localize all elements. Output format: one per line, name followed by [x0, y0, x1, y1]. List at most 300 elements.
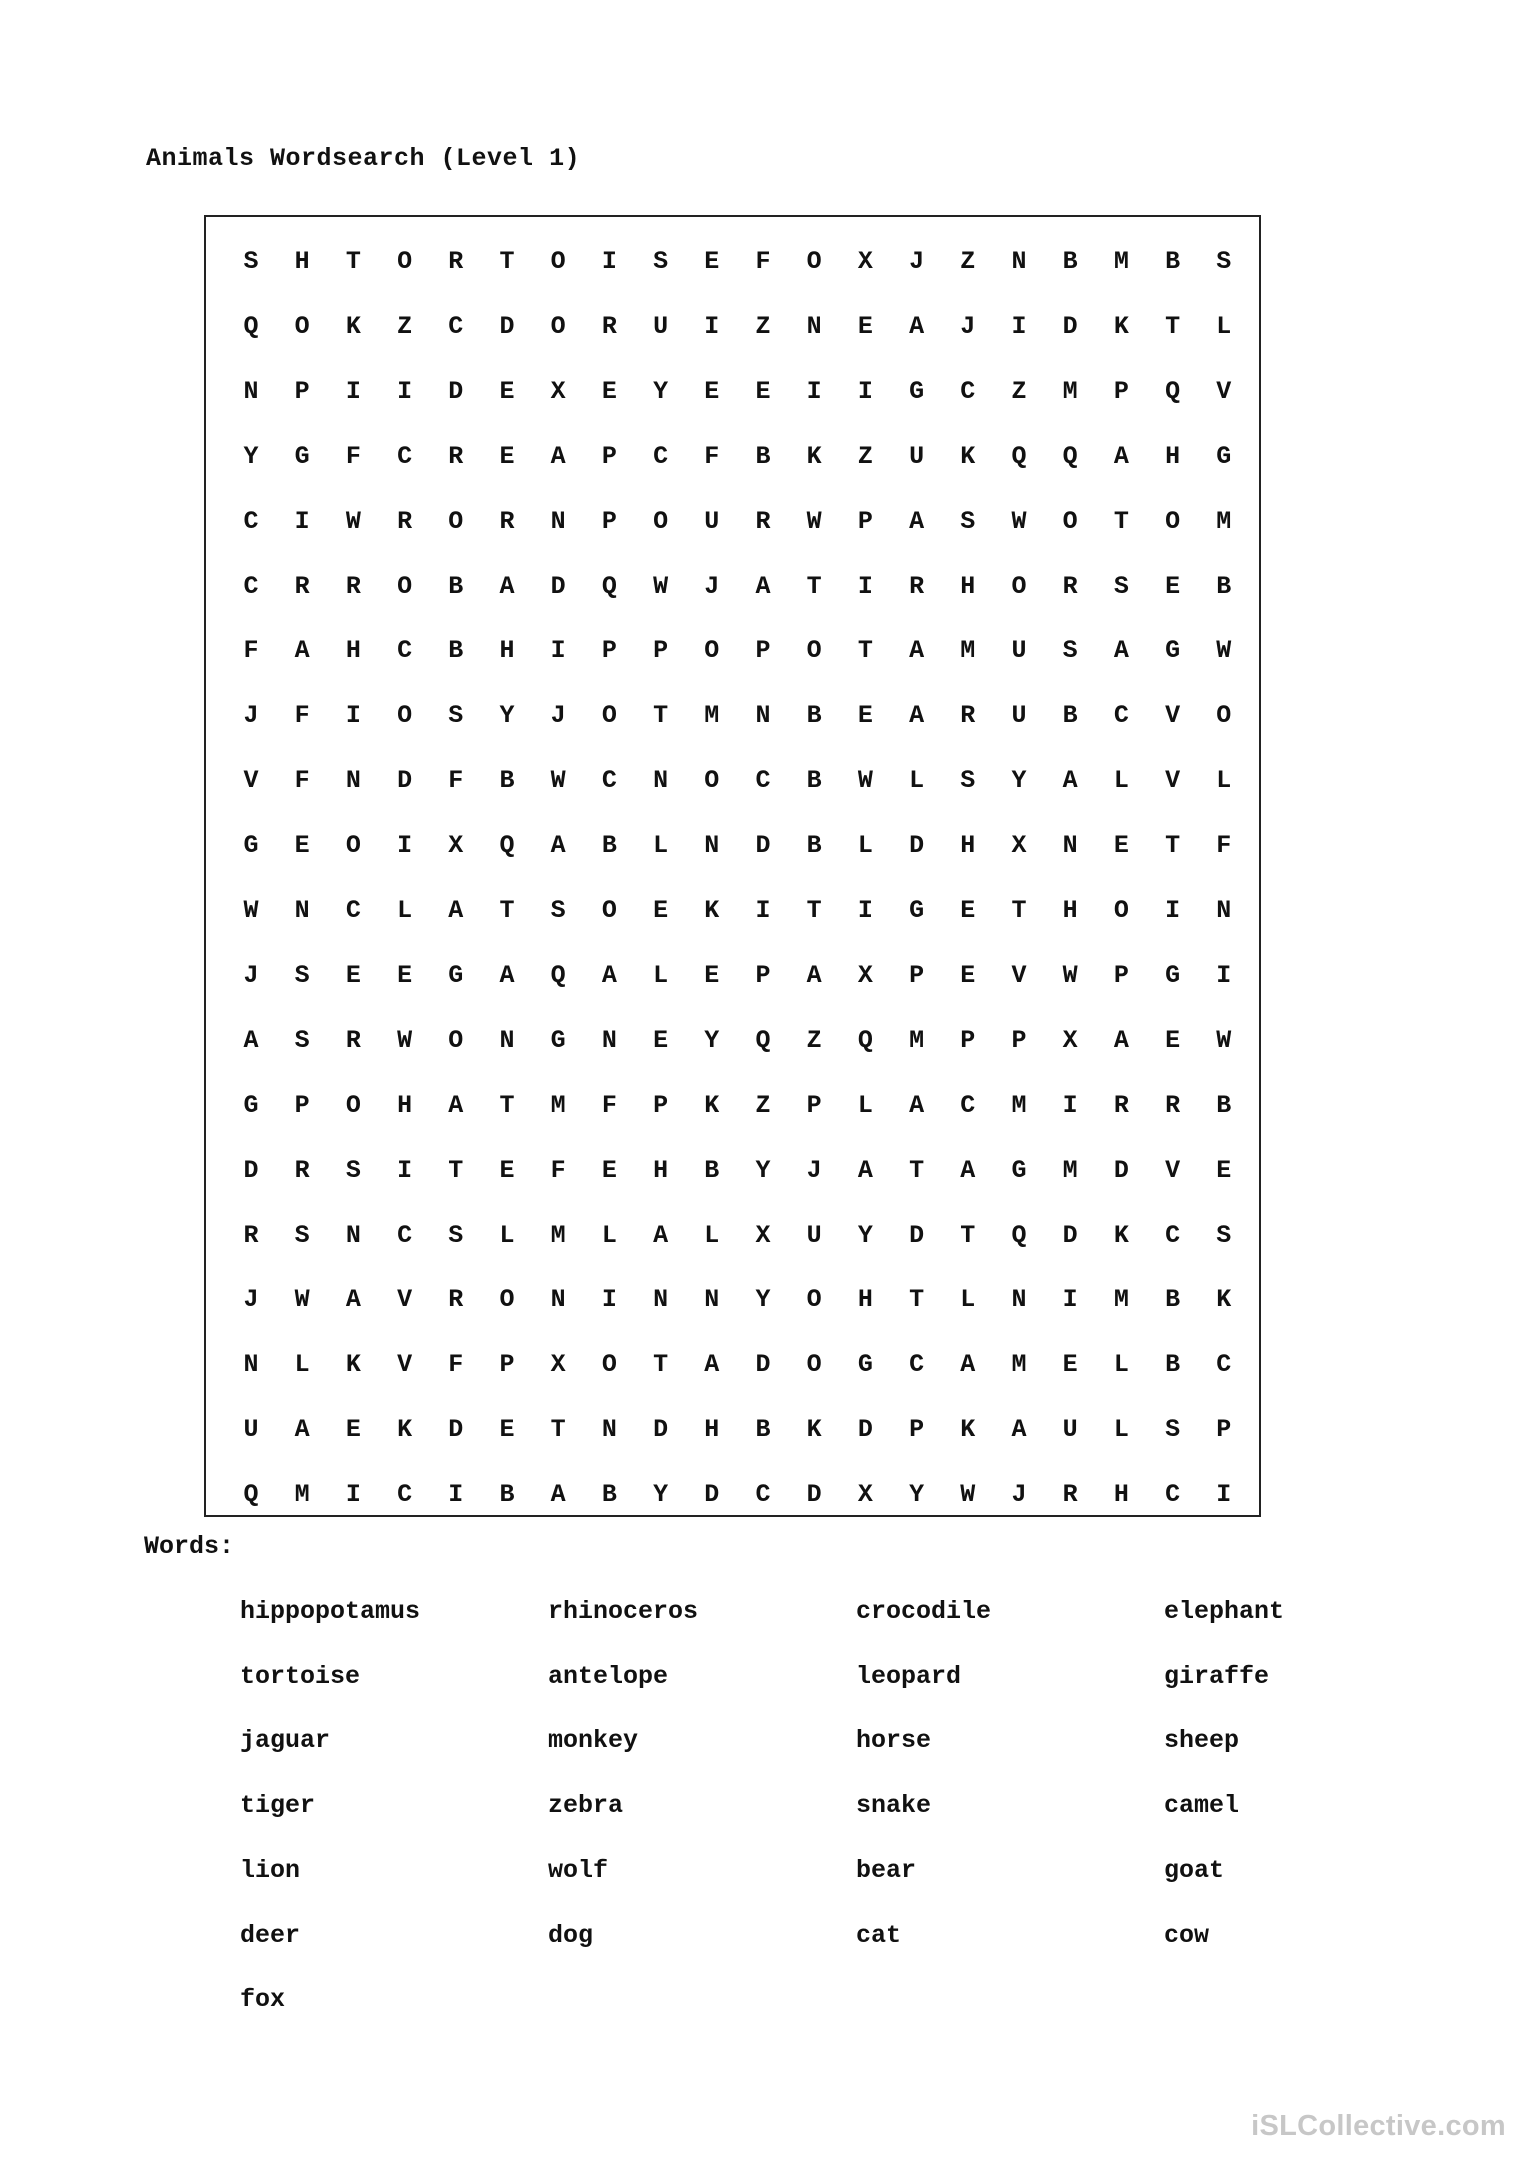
grid-letter[interactable]: F [1216, 831, 1232, 861]
grid-letter[interactable]: F [550, 1155, 566, 1185]
grid-letter[interactable]: C [448, 311, 464, 341]
grid-letter[interactable]: I [397, 376, 413, 406]
grid-letter[interactable]: I [857, 571, 873, 601]
grid-letter[interactable]: L [499, 1220, 515, 1250]
grid-letter[interactable]: E [653, 896, 669, 925]
grid-letter[interactable]: J [704, 571, 720, 601]
grid-letter[interactable]: T [499, 896, 515, 925]
grid-letter[interactable]: C [960, 1090, 976, 1120]
grid-letter[interactable]: Y [243, 441, 259, 471]
grid-letter[interactable]: B [448, 636, 464, 666]
grid-letter[interactable]: W [1216, 1025, 1232, 1055]
grid-letter[interactable]: A [601, 960, 617, 990]
grid-letter[interactable]: G [1216, 441, 1232, 471]
grid-letter[interactable]: G [1011, 1155, 1027, 1185]
grid-letter[interactable]: A [448, 896, 464, 925]
grid-letter[interactable]: P [653, 636, 669, 666]
grid-letter[interactable]: N [704, 831, 720, 861]
grid-letter[interactable]: B [499, 766, 515, 796]
grid-letter[interactable]: I [397, 1155, 413, 1185]
grid-letter[interactable]: B [601, 1480, 617, 1510]
grid-letter[interactable]: E [1165, 1025, 1181, 1055]
grid-letter[interactable]: R [243, 1220, 259, 1250]
grid-letter[interactable]: O [294, 311, 310, 341]
grid-letter[interactable]: S [243, 247, 259, 276]
grid-letter[interactable]: K [704, 896, 720, 925]
grid-letter[interactable]: B [806, 701, 822, 731]
grid-letter[interactable]: A [960, 1350, 976, 1380]
grid-letter[interactable]: V [397, 1350, 413, 1380]
grid-letter[interactable]: E [1165, 571, 1181, 601]
grid-letter[interactable]: A [909, 636, 925, 666]
grid-letter[interactable]: O [1216, 701, 1232, 731]
grid-letter[interactable]: E [601, 1155, 617, 1185]
grid-letter[interactable]: C [1216, 1350, 1232, 1380]
grid-letter[interactable]: U [243, 1415, 259, 1445]
grid-letter[interactable]: I [1216, 960, 1232, 990]
grid-letter[interactable]: J [243, 960, 259, 990]
grid-letter[interactable]: D [243, 1155, 259, 1185]
grid-letter[interactable]: Q [243, 1480, 259, 1510]
grid-letter[interactable]: X [448, 831, 464, 861]
grid-letter[interactable]: M [294, 1480, 310, 1510]
grid-letter[interactable]: R [345, 571, 361, 601]
grid-letter[interactable]: C [653, 441, 669, 471]
grid-letter[interactable]: N [601, 1415, 617, 1445]
grid-letter[interactable]: H [1165, 441, 1181, 471]
grid-letter[interactable]: P [1011, 1025, 1027, 1055]
grid-letter[interactable]: P [909, 1415, 925, 1445]
grid-letter[interactable]: H [294, 247, 310, 276]
grid-letter[interactable]: V [1165, 701, 1181, 731]
grid-letter[interactable]: O [601, 701, 617, 731]
grid-letter[interactable]: H [1062, 896, 1078, 925]
grid-letter[interactable]: R [345, 1025, 361, 1055]
grid-letter[interactable]: N [294, 896, 310, 925]
grid-letter[interactable]: Q [1062, 441, 1078, 471]
grid-letter[interactable]: M [1216, 506, 1232, 536]
grid-letter[interactable]: K [704, 1090, 720, 1120]
grid-letter[interactable]: L [653, 831, 669, 861]
grid-letter[interactable]: A [704, 1350, 720, 1380]
grid-letter[interactable]: E [653, 1025, 669, 1055]
grid-letter[interactable]: K [1113, 311, 1129, 341]
grid-letter[interactable]: W [1011, 506, 1027, 536]
grid-letter[interactable]: D [448, 1415, 464, 1445]
grid-letter[interactable]: W [550, 766, 566, 796]
grid-letter[interactable]: U [1062, 1415, 1078, 1445]
grid-letter[interactable]: N [601, 1025, 617, 1055]
grid-letter[interactable]: E [601, 376, 617, 406]
grid-letter[interactable]: Z [960, 247, 976, 276]
grid-letter[interactable]: E [704, 960, 720, 990]
grid-letter[interactable]: H [1113, 1480, 1129, 1510]
grid-letter[interactable]: I [1062, 1285, 1078, 1315]
grid-letter[interactable]: Y [857, 1220, 873, 1250]
grid-letter[interactable]: O [345, 831, 361, 861]
grid-letter[interactable]: O [806, 1285, 822, 1315]
grid-letter[interactable]: A [1113, 636, 1129, 666]
grid-letter[interactable]: K [1216, 1285, 1232, 1315]
grid-letter[interactable]: Z [755, 1090, 771, 1120]
grid-letter[interactable]: I [345, 1480, 361, 1510]
grid-letter[interactable]: V [243, 766, 259, 796]
grid-letter[interactable]: U [806, 1220, 822, 1250]
grid-letter[interactable]: X [1011, 831, 1027, 861]
grid-letter[interactable]: S [448, 701, 464, 731]
grid-letter[interactable]: I [806, 376, 822, 406]
grid-letter[interactable]: L [397, 896, 413, 925]
grid-letter[interactable]: Y [755, 1155, 771, 1185]
grid-letter[interactable]: F [448, 766, 464, 796]
grid-letter[interactable]: B [755, 441, 771, 471]
grid-letter[interactable]: W [857, 766, 873, 796]
grid-letter[interactable]: N [1011, 247, 1027, 276]
grid-letter[interactable]: E [704, 376, 720, 406]
grid-letter[interactable]: X [857, 1480, 873, 1510]
grid-letter[interactable]: P [755, 636, 771, 666]
grid-letter[interactable]: N [550, 506, 566, 536]
grid-letter[interactable]: E [345, 960, 361, 990]
grid-letter[interactable]: P [294, 376, 310, 406]
grid-letter[interactable]: E [857, 701, 873, 731]
grid-letter[interactable]: A [1011, 1415, 1027, 1445]
grid-letter[interactable]: S [1216, 1220, 1232, 1250]
grid-letter[interactable]: R [294, 1155, 310, 1185]
grid-letter[interactable]: P [755, 960, 771, 990]
grid-letter[interactable]: C [1165, 1480, 1181, 1510]
grid-letter[interactable]: E [345, 1415, 361, 1445]
grid-letter[interactable]: W [345, 506, 361, 536]
grid-letter[interactable]: Y [909, 1480, 925, 1510]
grid-letter[interactable]: C [397, 636, 413, 666]
grid-letter[interactable]: Q [755, 1025, 771, 1055]
grid-letter[interactable]: C [243, 571, 259, 601]
grid-letter[interactable]: N [243, 376, 259, 406]
grid-letter[interactable]: B [1062, 701, 1078, 731]
grid-letter[interactable]: O [601, 1350, 617, 1380]
grid-letter[interactable]: A [857, 1155, 873, 1185]
grid-letter[interactable]: U [704, 506, 720, 536]
grid-letter[interactable]: C [397, 441, 413, 471]
grid-letter[interactable]: G [550, 1025, 566, 1055]
grid-letter[interactable]: K [345, 311, 361, 341]
grid-letter[interactable]: R [294, 571, 310, 601]
grid-letter[interactable]: M [1062, 1155, 1078, 1185]
grid-letter[interactable]: A [806, 960, 822, 990]
grid-letter[interactable]: R [755, 506, 771, 536]
grid-letter[interactable]: O [704, 766, 720, 796]
grid-letter[interactable]: H [857, 1285, 873, 1315]
grid-letter[interactable]: T [909, 1285, 925, 1315]
grid-letter[interactable]: S [550, 896, 566, 925]
grid-letter[interactable]: T [1165, 831, 1181, 861]
grid-letter[interactable]: E [960, 960, 976, 990]
grid-letter[interactable]: T [806, 571, 822, 601]
grid-letter[interactable]: W [397, 1025, 413, 1055]
grid-letter[interactable]: C [755, 766, 771, 796]
grid-letter[interactable]: S [653, 247, 669, 276]
grid-letter[interactable]: I [448, 1480, 464, 1510]
grid-letter[interactable]: O [1062, 506, 1078, 536]
grid-letter[interactable]: Y [653, 376, 669, 406]
grid-letter[interactable]: K [960, 441, 976, 471]
grid-letter[interactable]: D [909, 1220, 925, 1250]
grid-letter[interactable]: R [601, 311, 617, 341]
grid-letter[interactable]: T [345, 247, 361, 276]
grid-letter[interactable]: A [960, 1155, 976, 1185]
grid-letter[interactable]: D [1062, 1220, 1078, 1250]
grid-letter[interactable]: M [1113, 1285, 1129, 1315]
grid-letter[interactable]: Q [1011, 1220, 1027, 1250]
grid-letter[interactable]: B [448, 571, 464, 601]
grid-letter[interactable]: S [294, 1220, 310, 1250]
grid-letter[interactable]: H [345, 636, 361, 666]
grid-letter[interactable]: L [857, 831, 873, 861]
grid-letter[interactable]: D [704, 1480, 720, 1510]
grid-letter[interactable]: H [960, 831, 976, 861]
grid-letter[interactable]: A [345, 1285, 361, 1315]
grid-letter[interactable]: J [1011, 1480, 1027, 1510]
grid-letter[interactable]: X [550, 376, 566, 406]
grid-letter[interactable]: N [1011, 1285, 1027, 1315]
grid-letter[interactable]: A [909, 311, 925, 341]
grid-letter[interactable]: S [1165, 1415, 1181, 1445]
grid-letter[interactable]: P [1113, 376, 1129, 406]
grid-letter[interactable]: I [704, 311, 720, 341]
grid-letter[interactable]: I [1011, 311, 1027, 341]
grid-letter[interactable]: O [397, 571, 413, 601]
grid-letter[interactable]: I [1165, 896, 1181, 925]
grid-letter[interactable]: G [243, 1090, 259, 1120]
grid-letter[interactable]: P [601, 506, 617, 536]
grid-letter[interactable]: D [755, 831, 771, 861]
grid-letter[interactable]: C [1113, 701, 1129, 731]
grid-letter[interactable]: U [909, 441, 925, 471]
grid-letter[interactable]: D [806, 1480, 822, 1510]
grid-letter[interactable]: N [653, 766, 669, 796]
grid-letter[interactable]: C [243, 506, 259, 536]
grid-letter[interactable]: I [755, 896, 771, 925]
grid-letter[interactable]: L [1113, 1350, 1129, 1380]
grid-letter[interactable]: U [1011, 701, 1027, 731]
grid-letter[interactable]: Y [704, 1025, 720, 1055]
grid-letter[interactable]: E [755, 376, 771, 406]
grid-letter[interactable]: B [806, 831, 822, 861]
grid-letter[interactable]: L [1113, 1415, 1129, 1445]
grid-letter[interactable]: J [806, 1155, 822, 1185]
grid-letter[interactable]: R [397, 506, 413, 536]
grid-letter[interactable]: U [653, 311, 669, 341]
grid-letter[interactable]: C [397, 1480, 413, 1510]
grid-letter[interactable]: P [601, 441, 617, 471]
grid-letter[interactable]: O [806, 636, 822, 666]
grid-letter[interactable]: D [448, 376, 464, 406]
grid-letter[interactable]: S [448, 1220, 464, 1250]
grid-letter[interactable]: Q [550, 960, 566, 990]
grid-letter[interactable]: A [653, 1220, 669, 1250]
grid-letter[interactable]: N [704, 1285, 720, 1315]
grid-letter[interactable]: A [1113, 1025, 1129, 1055]
grid-letter[interactable]: M [909, 1025, 925, 1055]
grid-letter[interactable]: T [1165, 311, 1181, 341]
grid-letter[interactable]: L [601, 1220, 617, 1250]
grid-letter[interactable]: K [806, 441, 822, 471]
grid-letter[interactable]: I [857, 896, 873, 925]
grid-letter[interactable]: E [499, 376, 515, 406]
grid-letter[interactable]: G [294, 441, 310, 471]
grid-letter[interactable]: I [601, 1285, 617, 1315]
grid-letter[interactable]: O [1113, 896, 1129, 925]
grid-letter[interactable]: C [1165, 1220, 1181, 1250]
grid-letter[interactable]: A [243, 1025, 259, 1055]
grid-letter[interactable]: B [1165, 1285, 1181, 1315]
grid-letter[interactable]: C [397, 1220, 413, 1250]
grid-letter[interactable]: K [960, 1415, 976, 1445]
grid-letter[interactable]: J [960, 311, 976, 341]
grid-letter[interactable]: I [550, 636, 566, 666]
grid-letter[interactable]: E [397, 960, 413, 990]
grid-letter[interactable]: T [857, 636, 873, 666]
grid-letter[interactable]: E [499, 441, 515, 471]
grid-letter[interactable]: L [857, 1090, 873, 1120]
grid-letter[interactable]: W [1062, 960, 1078, 990]
grid-letter[interactable]: F [448, 1350, 464, 1380]
grid-letter[interactable]: Y [653, 1480, 669, 1510]
grid-letter[interactable]: V [1165, 1155, 1181, 1185]
grid-letter[interactable]: S [1113, 571, 1129, 601]
grid-letter[interactable]: S [294, 960, 310, 990]
grid-letter[interactable]: R [960, 701, 976, 731]
grid-letter[interactable]: O [499, 1285, 515, 1315]
grid-letter[interactable]: E [1216, 1155, 1232, 1185]
grid-letter[interactable]: H [704, 1415, 720, 1445]
grid-letter[interactable]: F [601, 1090, 617, 1120]
grid-letter[interactable]: D [857, 1415, 873, 1445]
grid-letter[interactable]: K [1113, 1220, 1129, 1250]
grid-letter[interactable]: O [345, 1090, 361, 1120]
grid-letter[interactable]: B [1216, 1090, 1232, 1120]
grid-letter[interactable]: V [397, 1285, 413, 1315]
grid-letter[interactable]: O [1011, 571, 1027, 601]
grid-letter[interactable]: N [499, 1025, 515, 1055]
grid-letter[interactable]: O [704, 636, 720, 666]
grid-letter[interactable]: T [499, 247, 515, 276]
grid-letter[interactable]: G [1165, 636, 1181, 666]
grid-letter[interactable]: O [397, 701, 413, 731]
grid-letter[interactable]: P [1113, 960, 1129, 990]
grid-letter[interactable]: G [243, 831, 259, 861]
grid-letter[interactable]: R [499, 506, 515, 536]
grid-letter[interactable]: J [243, 1285, 259, 1315]
grid-letter[interactable]: B [499, 1480, 515, 1510]
grid-letter[interactable]: A [909, 701, 925, 731]
grid-letter[interactable]: G [448, 960, 464, 990]
grid-letter[interactable]: T [653, 701, 669, 731]
grid-letter[interactable]: P [1216, 1415, 1232, 1445]
grid-letter[interactable]: F [243, 636, 259, 666]
grid-letter[interactable]: C [960, 376, 976, 406]
grid-letter[interactable]: N [653, 1285, 669, 1315]
grid-letter[interactable]: V [1216, 376, 1232, 406]
grid-letter[interactable]: R [1113, 1090, 1129, 1120]
grid-letter[interactable]: M [1113, 247, 1129, 276]
grid-letter[interactable]: J [909, 247, 925, 276]
grid-letter[interactable]: M [960, 636, 976, 666]
grid-letter[interactable]: J [550, 701, 566, 731]
grid-letter[interactable]: S [1216, 247, 1232, 276]
grid-letter[interactable]: B [601, 831, 617, 861]
grid-letter[interactable]: F [345, 441, 361, 471]
grid-letter[interactable]: L [653, 960, 669, 990]
grid-letter[interactable]: N [345, 766, 361, 796]
grid-letter[interactable]: A [499, 571, 515, 601]
grid-letter[interactable]: M [1011, 1350, 1027, 1380]
grid-letter[interactable]: L [960, 1285, 976, 1315]
grid-letter[interactable]: A [755, 571, 771, 601]
grid-letter[interactable]: E [857, 311, 873, 341]
grid-letter[interactable]: D [499, 311, 515, 341]
grid-letter[interactable]: F [294, 766, 310, 796]
grid-letter[interactable]: M [550, 1220, 566, 1250]
grid-letter[interactable]: L [294, 1350, 310, 1380]
grid-letter[interactable]: T [960, 1220, 976, 1250]
grid-letter[interactable]: A [550, 831, 566, 861]
grid-letter[interactable]: I [601, 247, 617, 276]
grid-letter[interactable]: O [806, 1350, 822, 1380]
grid-letter[interactable]: Q [1165, 376, 1181, 406]
grid-letter[interactable]: M [1011, 1090, 1027, 1120]
grid-letter[interactable]: W [806, 506, 822, 536]
grid-letter[interactable]: F [294, 701, 310, 731]
grid-letter[interactable]: E [1062, 1350, 1078, 1380]
grid-letter[interactable]: D [653, 1415, 669, 1445]
grid-letter[interactable]: D [397, 766, 413, 796]
grid-letter[interactable]: O [1165, 506, 1181, 536]
grid-letter[interactable]: R [1062, 571, 1078, 601]
grid-letter[interactable]: G [1165, 960, 1181, 990]
grid-letter[interactable]: S [345, 1155, 361, 1185]
grid-letter[interactable]: W [960, 1480, 976, 1510]
grid-letter[interactable]: T [550, 1415, 566, 1445]
grid-letter[interactable]: R [1165, 1090, 1181, 1120]
grid-letter[interactable]: N [755, 701, 771, 731]
grid-letter[interactable]: A [1113, 441, 1129, 471]
grid-letter[interactable]: T [806, 896, 822, 925]
grid-letter[interactable]: O [653, 506, 669, 536]
grid-letter[interactable]: O [448, 506, 464, 536]
grid-letter[interactable]: B [806, 766, 822, 796]
grid-letter[interactable]: K [397, 1415, 413, 1445]
grid-letter[interactable]: Q [243, 311, 259, 341]
grid-letter[interactable]: R [1062, 1480, 1078, 1510]
grid-letter[interactable]: W [1216, 636, 1232, 666]
grid-letter[interactable]: N [345, 1220, 361, 1250]
grid-letter[interactable]: B [1062, 247, 1078, 276]
grid-letter[interactable]: L [1216, 311, 1232, 341]
grid-letter[interactable]: A [294, 1415, 310, 1445]
grid-letter[interactable]: M [704, 701, 720, 731]
grid-letter[interactable]: Q [1011, 441, 1027, 471]
grid-letter[interactable]: E [294, 831, 310, 861]
grid-letter[interactable]: E [499, 1155, 515, 1185]
grid-letter[interactable]: A [909, 1090, 925, 1120]
grid-letter[interactable]: I [345, 376, 361, 406]
grid-letter[interactable]: D [1113, 1155, 1129, 1185]
grid-letter[interactable]: I [1216, 1480, 1232, 1510]
grid-letter[interactable]: M [1062, 376, 1078, 406]
grid-letter[interactable]: D [755, 1350, 771, 1380]
